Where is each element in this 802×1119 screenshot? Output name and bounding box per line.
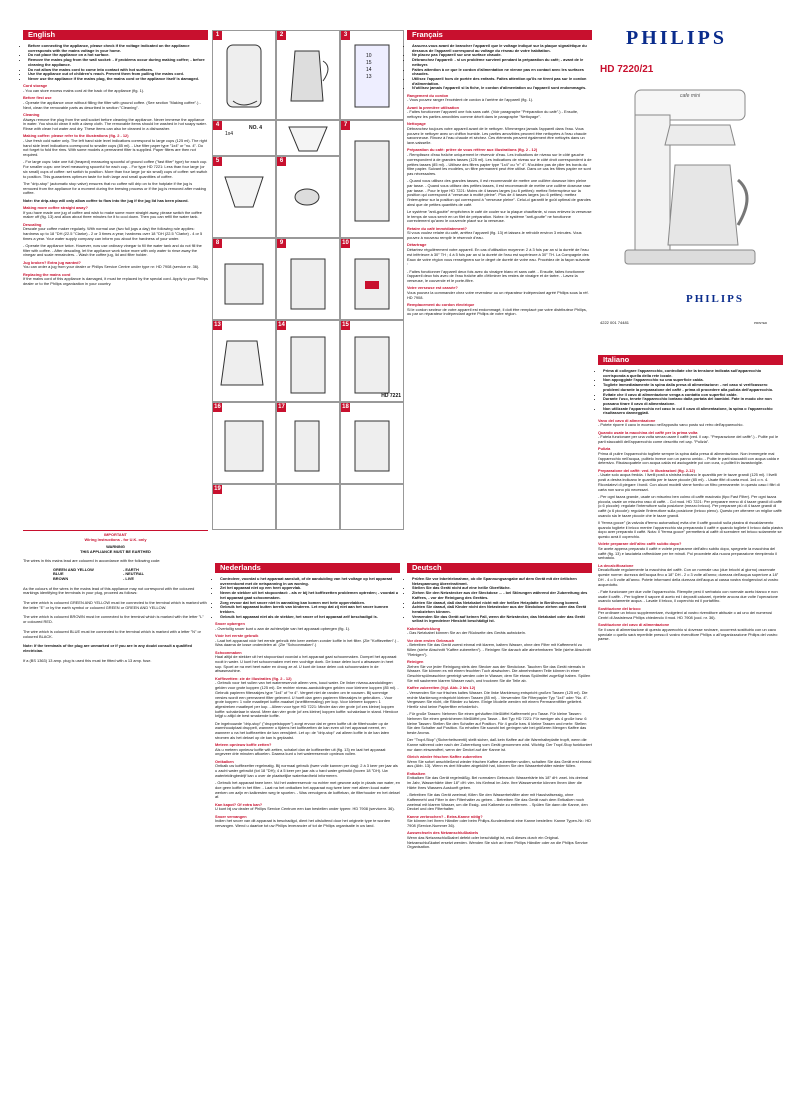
uk-warning-text: THIS APPLIANCE MUST BE EARTHED bbox=[80, 549, 151, 555]
list-item: • Utilisez l'appareil hors de portée des enfants. Faites attention qu'ils ne tirent pas sur le cordon d'alimentation. bbox=[412, 77, 592, 86]
pour-illustration bbox=[213, 321, 275, 401]
list-item: • Achten Sie darauf, daß das Netzkabel nicht mit der heißen Heizplatte in Berührung kommt. bbox=[412, 601, 592, 606]
list-item: • Ne placez pas l'appareil sur une surface chaude. bbox=[412, 53, 592, 58]
paragraph: - Gebruik voor het vullen van het waterreservoir alleen vers, koud water. De linker niveau-aanduidingen gelden voor grote koppen (125 ml). De rechter niveau-aanduidingen gelden voor kleinere koppen (85 ml). - Gebruik papieren filterzakjes type "1x4" of "nr 4". Vergeet niet de randen om te vouwen. Bij sommige versies wordt een permanent filter geleverd. U hoeft dan geen papieren filterzakjes te gebruiken. - Voor grote koppen: 1 volle maatlepel koffie-maalsel (snelfiltermaling) per kop. Voor kleinere koppen: 1 afgestreken maatlepel per kop. - Alleen voor type HD 7221: Minder dan vier grote (of zes kleine) koppen koffie: schakelaar in stand. Meer dan vier grote (of zes kleine) koppen koffie: schakelaar in stand. Hierdoor krijgt u altijd de best smakende koffie. bbox=[215, 680, 399, 719]
italiano-safety-list bbox=[598, 369, 783, 416]
section-heading: Volete preparare dell'altro caffè subito dopo? bbox=[598, 541, 682, 547]
list-item: • Controleer, voordat u het apparaat aansluit, of de aanduiding van het voltage op het apparaat overeenkomt met de netspanning in uw woning. bbox=[220, 577, 400, 586]
list-item: • Zet het apparaat niet op een heet oppervlak. bbox=[220, 586, 400, 591]
paragraph: - Für große Tassen: Nehmen Sie einen gehäuften Meßlöffel Kaffeemehl pro Tasse. Für kleine Tassen: Nehmen Sie einen gestrichenen Meßlöffel pro Tasse. - Bei Typ HD 7221: Für weniger als 4 große bzw. 6 kleine Tassen: Stellen Sie den Schalter auf Position. Für 4 große bzw. 6 kleine Tassen und mehr: Stellen Sie den Schalter auf Position. So erhalten Sie sowohl bei geringen wie bei größeren Mengen Kaffee das beste Aroma. bbox=[407, 711, 587, 736]
english-safety-list bbox=[23, 44, 208, 82]
paragraph: Indien het snoer van dit apparaat is beschadigd, dient het uitsluitend door het originele type te worden vervangen. Wend u daartoe tot uw Philips leverancier of tot de Philips organisatie in uw land. bbox=[215, 818, 391, 828]
paragraph: - Overtollig snoer kunt u aan de achterzijde van het apparaat opbergen (fig. 1). bbox=[215, 625, 351, 631]
paragraph: Débranchez toujours votre appareil avant de le nettoyer. N'immergez jamais l'appareil dans l'eau. Vous pouvez le nettoyer avec un chiffon humide. Les parties amovibles peuvent être nettoyées à l'eau chaude savonneuse. Rincez à l'eau chaude et séchez. Ces éléments peuvent également être nettoyés dans un lave-vaisselle. bbox=[407, 126, 587, 146]
filter-paper-illustration bbox=[277, 121, 339, 155]
paragraph: The wire which is coloured GREEN AND YELLOW must be connected to the terminal which is marked with the letter "E" or by the earth symbol or coloured GREEN or GREEN AND YELLOW. bbox=[23, 600, 207, 610]
section-heading: Pulizia bbox=[598, 446, 611, 452]
section-heading: Jug broken? Extra jug wanted? bbox=[23, 259, 81, 265]
paragraph: Entkalken Sie das Gerät regelmäßig. Bei normalem Gebrauch: Wasserhärte bis 18° dH: zwei- bis dreimal im Jahr, Wasserhärte über 18° dH: vier- bis fünfmal im Jahr. Ihre Wasserwerke können Ihnen über die Härte Ihres Wassers Auskunft geben. bbox=[407, 775, 589, 790]
section-heading: Ontkalken bbox=[215, 758, 234, 764]
paragraph: Il "ferma gocce" (la valvola d'fermo automatica) evita che il caffè goccioli sulla piastra di riscaldamento quando togliete il bricco mentre l'apparecchio sta preparando il caffè e quando togliete il bricco dalla piastra dopo aver preparato il caffè. Nota: Il "ferma gocce" permetterà al caffè di scendere nel bricco solamente se questo avrà il coperchio. bbox=[598, 519, 783, 540]
figure-6: 6 bbox=[276, 156, 340, 238]
paragraph: - Usate solo acqua fredda. I livelli posti a sinistra indicano le quantità per le tazze grandi (125 ml). I livelli posti a destra indicano le quantità per le tazze piccole (85 ml). - Usate filtri di carta mod. 1x4 o n. 4. Ricordatevi di piegare i bordi. Con alcuni modelli viene fornito un filtro permanente: in questo caso i filtri di carta non sono più necessari. bbox=[598, 472, 780, 492]
paragraph: As the colours of the wires in the mains lead of this appliance may not correspond with the coloured markings identifying the terminals in your plug, proceed as follows: bbox=[23, 585, 195, 596]
figure-4: 4 1x4 NO. 4 bbox=[212, 120, 276, 156]
paragraph: Ontkalk uw koffiezetter regelmatig. Bij normaal gebruik (twee volle kannen per dag): 2 à 3 keer per jaar als u zacht water gebruikt (tot 18 °DH); 4 à 5 keer per jaar als u hard water gebruikt (boven 18 °DH). Uw waterleidingbedrijf kan u over de plaatselijke waterhardheid informeren. bbox=[215, 763, 398, 778]
paragraph: Si vous voulez retaire du café, arrêtez l'appareil (fig. 13) et laissez-le refroidir environ 3 minutes. Vous pouvez à nouveau remplir le réservoir d'eau. bbox=[407, 230, 582, 241]
paragraph: The "drip-stop" (automatic stop valve) ensures that no coffee will drip on to the hotplate if the jug is removed from the appliance for a moment during the brewing process or if the jug is removed after making coffee. bbox=[23, 180, 206, 196]
paragraph: Haal altijd de stekker uit het stopcontact voordat u het apparaat gaat schoonmaken. Dompel het apparaat nooit in water. U kunt het schoonmaken met een vochtige doek. De losse delen kunt u afwassen in heet sop. Spoel ze na met heet water en droog ze af. U kunt de losse delen ook schoonmaken in de afwasmachine. bbox=[215, 654, 397, 674]
figure-7: 7 bbox=[340, 120, 404, 238]
figure-13: 13 bbox=[212, 320, 276, 402]
figure-5b bbox=[276, 120, 340, 156]
english-section bbox=[23, 30, 208, 289]
nederlands-safety-list bbox=[215, 577, 400, 619]
list-item: • N'utilisez jamais l'appareil si la fiche, le cordon d'alimentation ou l'appareil sont endommagés. bbox=[412, 86, 592, 91]
section-heading: Reinigen bbox=[407, 659, 424, 665]
jug-illustration bbox=[277, 31, 339, 119]
list-item: • Non appoggiate l'apparecchio su una superficie calda. bbox=[603, 378, 783, 383]
list-item: • Prüfen Sie vor Inbetriebnahme, ob die Spannungsangabe auf dem Gerät mit der örtlichen Netzspannung übereinstimmt. bbox=[412, 577, 592, 586]
list-item: • Neem de stekker uit het stopcontact: - als er bij het koffiezetten problemen optreden; - voordat u het apparaat gaat schoonmaken. bbox=[220, 591, 400, 600]
paragraph: - Operate the appliance twice. However, now use ordinary vinegar to fill the water tank and do not fill the filter with coffee. - After descaling, let the appliance work twice more with only water to rinse away the vinegar and scale remainders. - Wash the coffee jug, lid and filter holder. bbox=[23, 242, 202, 258]
paragraph: If the mains cord of this appliance is damaged, it must be replaced by the special cord. Apply to your Philips dealer or to the Philips organization in your country. bbox=[23, 276, 208, 287]
paragraph: - Use fresh cold water only. The left hand side level indications correspond to large cups (125 ml). The right hand side level indications correspond to smaller cups (85 ml). - Use filter paper type "1x4" or "no. 4". Do not forget to fold the rims. With some models a permanent filter is supplied. Paper filters are then not required. bbox=[23, 138, 208, 158]
refill-illustration bbox=[341, 321, 403, 401]
cup-scale: 10 15 14 13 bbox=[366, 53, 372, 80]
section-heading: Snoer vervangen bbox=[215, 813, 247, 819]
section-heading: Making coffee: please refer to the illustrations (fig. 2 - 12) bbox=[23, 133, 129, 139]
paragraph: Note: the drip-stop will only allow coffee to flow into the jug if the jug lid has been placed. bbox=[23, 197, 189, 203]
uk-wiring-box bbox=[23, 530, 208, 668]
paragraph: Wenn das Netzanschlußkabel defekt oder beschädigt ist, muß dieses durch ein Original-Netzanschlußkabel ersetzt werden. Wenden Sie sich an Ihren Philips Händler oder an die Philips Service Organisation. bbox=[407, 834, 588, 850]
paragraph: Descale your coffee maker regularly. With normal use (two full jugs a day) the following rule applies: hardness up to 18 °DH (22.5 °Clarke) - 2 or 3 times a year; hardness over 18 °DH (22.5 °Clarke) - 4 or 5 times a year. Your water supply company can inform you about the hardness of your water. bbox=[23, 226, 203, 241]
cord-storage-illustration bbox=[213, 31, 275, 119]
section-heading: Quando usate la macchina del caffè per la prima volta bbox=[598, 429, 698, 435]
section-heading: Snoer opbergen bbox=[215, 620, 245, 626]
paragraph: Als u meteen opnieuw koffie wilt zetten, schakel dan de koffiezetter uit (fig. 13) en laat het apparaat ongeveer drie minuten afkoelen. Daarna kunt u het waterreservoir opnieuw vullen. bbox=[215, 746, 386, 757]
section-heading: Nettoyage bbox=[407, 121, 426, 127]
deutsch-header: Deutsch bbox=[407, 563, 592, 573]
brand-logo-small: PHILIPS bbox=[686, 293, 745, 305]
section-heading: Cleaning bbox=[23, 111, 40, 117]
list-item: • Never use the appliance if the mains plug, the mains cord or the appliance itself is damaged. bbox=[28, 77, 208, 82]
list-item: • Togliete immediatamente la spina dalla presa di alimentazione: - nel caso si verificassero problemi durante la preparazione del caffè - prima di procedere alla pulizia dell'apparecchio. bbox=[603, 383, 783, 392]
figure-9: 9 bbox=[276, 238, 340, 320]
figure-15: 15 HD 7221 bbox=[340, 320, 404, 402]
section-heading: Votre verseuse est cassée? bbox=[407, 285, 458, 291]
paragraph: Wenn Sie sofort anschließend wieder frischen Kaffee zubereiten wollen, schalten Sie das Gerät erst einmal aus (Abb. 13). Wenn es drei Minuten abgekühlt hat, können Sie den Wasserbehälter wieder füllen. bbox=[407, 758, 592, 769]
section-heading: Making more coffee straight away? bbox=[23, 204, 88, 210]
section-heading: Kabelaufwicklung bbox=[407, 625, 441, 631]
paragraph: Prima di pulire l'apparecchio togliete sempre la spina dalla presa di alimentazione. Non immergete mai l'apparecchio nell'acqua, pulitelo invece con un panno umido. - Pulite le parti staccabili con acqua calda e detersivo. Risciacquatele con acqua calda ed asciugatele poi con cura, o puliteli in lavastoviglie. bbox=[598, 451, 780, 466]
paragraph: Se avete appena preparato il caffè e volete prepararne dell'altro subito dopo, spegnete la macchina del caffè (fig. 13) e lasciatela raffreddare per tre minuti. Poi procedete alla nuova preparazione riempiendo il serbatoio. bbox=[598, 546, 777, 561]
list-item: • Durante l'uso, tenete l'apparecchio lontano dalla portata dei bambini. Fate in modo che non possano tirare il cavo di alimentazione. bbox=[603, 397, 783, 406]
section-heading: Replacing the mains cord bbox=[23, 271, 71, 277]
switch-illustration bbox=[341, 239, 403, 319]
francais-header: Français bbox=[407, 30, 592, 40]
wire-row: GREEN AND YELLOW - EARTH bbox=[53, 566, 139, 572]
paragraph: The wires in this mains lead are coloured in accordance with the following code: bbox=[23, 557, 161, 563]
paragraph: Le système "anti-goutte" empêchera le café de couler sur la plaque chauffante, si vous enlevez la verseuse le temps de vous servir en un filet de préparation. Notez: le système "anti-goutte" ne fonctionne correctement qu'avec le couvercle placé sur la verseuse. bbox=[407, 209, 592, 224]
figure-5: 5 bbox=[212, 156, 276, 238]
list-item: • Débranchez l'appareil: - si un problème survient pendant la préparation du café; - avant de le nettoyer. bbox=[412, 58, 592, 67]
paragraph: - Gebruik het apparaat twee keer. Vul het waterreservoir nu echter met gewone azijn in plaats van water, en doe geen koffie in het filter. - Laat na het ontkalken het apparaat nog twee keer met alleen koud water werken om azijn en kalkresten weg te spoelen. - Was vervolgens de koffiekan, de filterhouder en het deksel af. bbox=[215, 780, 400, 800]
list-item: • Gebruik het apparaat buiten bereik van kinderen. Let erop dat zij niet aan het snoer kunnen trekken. bbox=[220, 605, 400, 614]
wire-row: BLUE - NEUTRAL bbox=[53, 571, 144, 577]
section-heading: Descaling bbox=[23, 221, 42, 227]
jug-placement-illustration bbox=[277, 239, 339, 319]
model-number: HD 7220/21 bbox=[600, 64, 654, 75]
list-item: • Use the appliance out of children's reach. Prevent them from pulling the mains cord. bbox=[28, 72, 208, 77]
section-heading: Détartrage bbox=[407, 242, 427, 248]
list-item: • Do not allow the mains cord to come into contact with hot surfaces. bbox=[28, 68, 208, 73]
rinse-illustration bbox=[341, 403, 403, 483]
wire-table bbox=[53, 568, 208, 582]
section-heading: Vor dem ersten Gebrauch bbox=[407, 637, 455, 643]
paragraph: - Das Netzkabel können Sie an der Rückseite des Geräts aufwickeln. bbox=[407, 630, 526, 636]
paragraph: U kunt bij uw dealer of Philips Service Centrum een kan bestellen onder typenr. HD 7908 (servicenr. 36). bbox=[215, 806, 395, 812]
list-item: • Verwenden Sie das Gerät auf keinen Fall, wenn die Netzstecker, das Netzkabel oder das Gerät selbst in irgendeiner Hinsicht beschädigt ist. bbox=[412, 615, 592, 624]
section-heading: Koffiezetten: zie de illustraties (fig. 2 - 12) bbox=[215, 675, 292, 681]
figure-14: 14 bbox=[276, 320, 340, 402]
section-heading: Meteen opnieuw koffie zetten? bbox=[215, 742, 272, 748]
figure-11-wrap bbox=[340, 196, 402, 236]
paragraph: - Fate funzionare per due volte l'apparecchio. Riempite però il serbatoio con normale aceto bianco e non usate il caffè. - Per togliere il sapore di aceto ed i depositi calcarei, ripetete ancora due volte l'operazione usando solamente acqua. - Lavate il bricco, il coperchio ed il portafiltro. bbox=[598, 588, 778, 604]
figure-1: 1 bbox=[212, 30, 276, 120]
product-label: cafe mini bbox=[680, 93, 701, 99]
paragraph: - Per ogni tazza grande, usate un misurino ben colmo di caffè macinato (tipo Fast Filter). Per ogni tazza piccola, usate un misurino raso di caffè. - Col mod. HD 7221: Per preparare meno di 4 tazze grandi di caffè (o 6 piccole): regolate l'interruttore sulla posizione (mezzo bricco). Per preparare più di 4 tazze grandi di caffè (o 6 piccole): regolate l'interruttore sulla posizione (bricco pieno). Questo per ottenere un miglior caffè usando sia le tazze piccole che le tazze grandi. bbox=[598, 493, 782, 518]
section-heading: Retaire du café immédiatement? bbox=[407, 225, 467, 231]
list-item: • Evitate che il cavo di alimentazione venga a contatto con superfici calde. bbox=[603, 393, 783, 398]
paragraph: Se il cavo di alimentazione di questo apparecchio si dovesse rovinare, occorrerà sostituirlo con un cavo speciale o quello sarà reperibile presso il vostro rivenditore Philips o all'organizzazione Philips del vostro paese. bbox=[598, 626, 778, 642]
uk-warning: WARNING bbox=[106, 544, 125, 550]
section-heading: Auswechseln des Netzanschlußkabels bbox=[407, 830, 479, 836]
uk-title: IMPORTANT bbox=[104, 532, 127, 537]
water-tank-illustration bbox=[341, 31, 403, 119]
list-item: • Faites attention à ce que le cordon d'alimentation ne vienne pas en contact avec les surfaces chaudes. bbox=[412, 68, 592, 77]
paragraph: - Faites fonctionner l'appareil deux fois avec du vinaigre blanc et sans café. - Ensuite, faites fonctionner l'appareil deux fois avec de l'eau fraîche afin d'éliminer les restes de vinaigre et de tartre. - Lavez la verseuse, le couvercle et le porte-filtre. bbox=[407, 268, 585, 283]
list-item: • Before connecting the appliance, please check if the voltage indicated on the appliance corresponds with the mains voltage in your home. bbox=[28, 44, 208, 53]
paragraph: - Operate the appliance once without filling the filter with ground coffee. (See section "Making coffee".) - Next, clean the removable parts as described in section "Cleaning". bbox=[23, 99, 201, 110]
deutsch-safety-list bbox=[407, 577, 592, 624]
section-heading: Sostituzione del cavo di alimentazione bbox=[598, 622, 670, 628]
section-heading: La decalcificazione bbox=[598, 562, 634, 568]
paragraph: - Verwenden Sie nur frisches kaltes Wasser. Die linke Markierung entspricht großen Tassen (125 ml). Die rechte Markierung entspricht kleinen Tassen (85 ml). - Verwenden Sie Filterpapier Typ "1x4" oder "No. 4". Vergessen Sie nicht, die Ränder zu falzen. Einige Modelle werden mit einem Permanentfilter geliefert. Hierfür sind keine Papierfilter erforderlich. bbox=[407, 689, 588, 709]
print-mark: PRINTED bbox=[754, 321, 768, 325]
paragraph: Note: If the terminals of the plug are unmarked or if you are in any doubt consult a qualified electrician. bbox=[23, 643, 193, 653]
paragraph: You can order a jug from your dealer or Philips Service Centre under type nr: HD 7908 (service nr. 36). bbox=[23, 264, 200, 270]
list-item: • Achten Sie darauf, daß Kinder nicht den Netzstecker aus der Steckdose ziehen oder das Gerät herabziehen können. bbox=[412, 605, 592, 614]
lid-illustration bbox=[213, 239, 275, 319]
figure-19: 19 bbox=[212, 484, 276, 530]
paragraph: - For large cups: take one full (heaped) measuring spoonful of ground coffee ("fast filter" type) for each cup. For smaller cups: one level measuring spoonful for each cup. - For type HD 7221: Less than four large (or six small) cups of coffee: set switch to position. More than four large (or six small) cups of coffee: set switch to position. This guarantees optimum taste for both large and small quantities of coffee. bbox=[23, 159, 208, 179]
section-heading: Kan kapot? Of extra kan? bbox=[215, 801, 263, 807]
figure-16: 16 bbox=[212, 402, 276, 484]
paragraph: - Betreiben Sie das Gerät zuerst einmal mit klarem, kaltem Wasser, ohne den Filter mit Kaffeemehl zu füllen (siehe Abschnitt "Kaffee zubereiten"). - Reinigen Sie danach alle abnehmbaren Teile (siehe Abschnitt "Reinigen"). bbox=[407, 642, 591, 657]
descale-illustration bbox=[213, 403, 275, 483]
list-item: • Zorg ervoor dat het snoer niet in aanraking kan komen met hete oppervlakken. bbox=[220, 601, 400, 606]
paragraph: - Potete riporre il cavo in eccesso nell'apposito vano posto sul retro dell'apparecchio. bbox=[598, 422, 744, 428]
no4-label: NO. 4 bbox=[249, 125, 263, 131]
figure-10: 10 bbox=[340, 238, 404, 320]
nederlands-header: Nederlands bbox=[215, 563, 400, 573]
paragraph: If you have made one jug of coffee and wish to make some more straight away, please switch the coffee maker off (fig. 13) and allow about three minutes for it to cool down. Then you can refill the water tank. bbox=[23, 209, 202, 220]
paragraph: Sie können bei Ihrem Händler oder beim Philips-Kundendienst eine Kanne bestellen: Kanne Typen-Nr.: HD 7908 (Service-Nummer 36). bbox=[407, 818, 591, 828]
section-heading: Cord storage bbox=[23, 83, 48, 89]
paragraph: If a (BS 1363) 13 amp. plug is used this must be fitted with a 13 amp. fuse. bbox=[23, 657, 152, 663]
list-item: • Prima di collegare l'apparecchio, controllate che la tensione indicata sull'apparecchio corrisponda a quella della rete locale. bbox=[603, 369, 783, 378]
paragraph: The wire which is coloured BROWN must be connected to the terminal which is marked with the letter "L" or coloured RED. bbox=[23, 614, 204, 625]
english-header: English bbox=[23, 30, 208, 40]
deutsch-section bbox=[407, 563, 592, 853]
section-heading: Kanne zerbrochen? - Extra-Kanne nötig? bbox=[407, 813, 483, 819]
paragraph: Ziehen Sie vor jeder Reinigung stets den Stecker aus der Steckdose. Tauchen Sie das Gerät niemals in Wasser. Sie können es mit einem feuchten Tuch abwischen. Die abnehmbaren Teile können in einer Geschirrspülmaschine gereinigt werden oder in Wasser, dem Sie etwas Spülmittel zugefügt haben. Spülen Sie mit sauberem klarem Wasser nach, und trocknen Sie die Teile ab. bbox=[407, 663, 591, 683]
francais-safety-list bbox=[407, 44, 592, 91]
paragraph: Si le cordon secteur de votre appareil est endommagé, il doit être remplacé par votre distributeur Philips, ou par un réparateur indépendant agréé Philips de votre région. bbox=[407, 306, 587, 317]
francais-section bbox=[407, 30, 592, 320]
paragraph: - Vous pouvez ranger l'excédent de cordon à l'arrière de l'appareil (fig. 1). bbox=[407, 97, 534, 103]
maker-off-illustration bbox=[277, 321, 339, 401]
section-heading: Remplacement du cordon électrique bbox=[407, 301, 475, 307]
doc-code: 4222 001 74481 bbox=[600, 320, 629, 325]
paragraph: The wire which is coloured BLUE must be connected to the terminal which is marked with a letter "N" or coloured BLACK. bbox=[23, 628, 201, 639]
figure-20 bbox=[276, 484, 340, 530]
figure-18: 18 bbox=[340, 402, 404, 484]
section-heading: Avant la première utilisation bbox=[407, 104, 459, 110]
list-item: • Gebruik het apparaat niet als de stekker, het snoer of het apparaat zelf beschadigd is. bbox=[220, 615, 400, 620]
paragraph: Détartrez régulièrement votre appareil. En cas d'utilisation moyenne: 2 à 3 fois par an si la dureté de l'eau est inférieure à 30° TH ; 4 à 5 fois par an si la dureté de l'eau est supérieure à 30° TH. La Compagnie des Eaux de votre région vous renseignera sur le degré de dureté de votre eau. Procédez de la façon suivante : bbox=[407, 247, 590, 267]
list-item: • Remove the mains plug from the wall socket: - if problems occur during making coffee; - before cleaning the appliance. bbox=[28, 58, 208, 67]
figure-17: 17 bbox=[276, 402, 340, 484]
section-heading: Preparazione del caffè: ved. le illustrazioni (fig. 2-12) bbox=[598, 467, 695, 473]
list-item: • Assurez-vous avant de brancher l'appareil que le voltage indiqué sur la plaque signalétique du dessous de l'appareil correspond au voltage du réseau de votre habitation. bbox=[412, 44, 592, 53]
list-item: • Do not place the appliance on a hot surface. bbox=[28, 53, 208, 58]
section-heading: Gleich wieder frischen Kaffee zubereiten bbox=[407, 754, 483, 760]
filter-label: 1x4 bbox=[225, 131, 234, 137]
filter-insert-illustration bbox=[213, 157, 275, 237]
paragraph: Der "Tropf-Stop" (Sicherheitsventil) stellt sicher, daß kein Kaffee auf die Warmhalteplatte tropft, wenn die Kanne während oder nach der Zubereitung vom Gerät genommen wird. Wichtig: Der Tropf-Stop funktioniert nur dann einwandfrei, wenn der Deckel auf der Kanne ist. bbox=[407, 737, 592, 752]
paragraph: - Betreiben Sie das Gerät zweimal; füllen Sie den Wasserbehälter aber mit Haushaltsessig, ohne Kaffeemehl und Filter in den Filterhalter zu geben. - Betreiben Sie das Gerät nach dem Entkalken noch zweimal mit klarem Wasser, um die Essig- und Kalkreste zu entfernen. - Spülen Sie dann die Kanne, den Deckel und den Filterhalter. bbox=[407, 792, 588, 812]
section-heading: Schoonmaken bbox=[215, 649, 242, 655]
section-heading: Vano del cavo di alimentazione bbox=[598, 417, 656, 423]
figure-21 bbox=[340, 484, 404, 530]
paragraph: - Quand vous utilisez des grandes tasses, il est recommandé de mettre une cuillère doseuse bien pleine par tasse. - Quand vous utilisez des petites tasses, il est recommandé de mettre une cuillère doseuse rase par tasse. - Pour le type HD 7221: Moins de 4 tasses larges (ou 6 petites): mettez l'interrupteur sur la position qui correspond à "verseuse à moitié pleine". Plus de 4 tasses larges (ou 6 petites): mettez l'interrupteur sur la position qui correspond à "verseuse pleine". Celui-ci garantit le goût optimal de grandes ainsi que de petites quantités de café. bbox=[407, 178, 591, 207]
paragraph: Vous pouvez la commander chez votre revendeur ou un réparateur indépendant agréé Philips sous la réf. HD 7908. bbox=[407, 289, 589, 300]
section-heading: Vóór het eerste gebruik bbox=[215, 632, 259, 638]
italiano-header: Italiano bbox=[598, 355, 783, 365]
section-heading: Kaffee zubereiten (Vgl. Abb. 2 bis 12) bbox=[407, 685, 476, 691]
coffee-maker-photo bbox=[615, 85, 765, 275]
wire-row: BROWN - LIVE bbox=[53, 575, 135, 581]
section-heading: Préparation du café: prière de vous référer aux illustrations (fig. 2 - 12) bbox=[407, 147, 538, 153]
paragraph: - Fatela funzionare per una volta senza usare il caffè (ved. il cap. "Preparazione del caffè".) - Pulite poi le parti staccabili dell'apparecchio come descritto nel cap. "Pulizia". bbox=[598, 434, 779, 445]
section-heading: Sostituzione del bricco bbox=[598, 605, 641, 611]
brand-logo: PHILIPS bbox=[626, 27, 728, 49]
model-tag: HD 7221 bbox=[381, 393, 401, 399]
paragraph: - Laat het apparaat vóór het eerste gebruik één keer werken zonder koffie in het filter. (Zie "Koffiezetten".) - Was daarna de losse onderdelen af. (Zie "Schoonmaken".) bbox=[215, 637, 399, 648]
italiano-section bbox=[598, 355, 783, 645]
paragraph: De ingebouwde "drip-stop" ("druppelstopper") zorgt ervoor dat er geen koffie uit de filterhouder op de warmhoudplaat druppelt, wanneer u tijdens het koffiezetten de kan even uit het apparaat neemt, en wanneer u na het koffiezetten de kan verwijdert. Let op: de "drip-stop" zal alleen koffie in de kan laten stromen als het deksel op de kan is geplaatst. bbox=[215, 720, 390, 740]
spoon-illustration bbox=[277, 157, 339, 237]
figure-8: 8 bbox=[212, 238, 276, 320]
paragraph: Decalcificate regolarmente la macchina del caffè. Con un normale uso (due bricchi al giorno) osservate queste norme: durezza dell'acqua fino a 18° DH - 2 o 3 volte all'anno; durezza dell'acqua superiore a 18° DH - 4 o 5 volte all'anno. Potete informarvi della durezza dell'acqua al cassa vostra rivolgendovi al vostro acquedotto. bbox=[598, 567, 779, 587]
figure-3: 3 10 15 14 13 bbox=[340, 30, 404, 120]
nederlands-section bbox=[215, 563, 400, 831]
section-heading: Rangement du cordon bbox=[407, 92, 449, 98]
list-item: • Stellen Sie das Gerät nicht auf eine heiße Oberfläche. bbox=[412, 586, 592, 591]
uk-subtitle: Wiring Instructions - for U.K. only bbox=[84, 536, 147, 542]
list-item: • Non utilizzate l'apparecchio nel caso in cui il cavo di alimentazione, la spina o l'apparecchio risultassero danneggiati. bbox=[603, 407, 783, 416]
section-heading: Entkalken bbox=[407, 770, 426, 776]
section-heading: Before first use bbox=[23, 95, 52, 101]
list-item: • Ziehen Sie den Netzstecker aus der Steckdose ... - bei Störungen während der Zubereitung des Kaffees, - vor der Reinigung des Gerätes. bbox=[412, 591, 592, 600]
vinegar-illustration bbox=[277, 403, 339, 483]
paragraph: - You can store excess mains cord at the back of the appliance (fig. 1). bbox=[23, 87, 145, 93]
paragraph: - Remplissez d'eau fraîche uniquement le réservoir d'eau. Les indications de niveau sur le côté gauche correspondent à de grandes tasses (125 ml). Les indications de niveau sur le côté droit correspondent à de petites tasses (85 ml). - Utilisez des filtres papier type "1x4" ou "n° 4". N'oubliez pas de plier les bords du filtre papier. Suivant les modèles, un filtre permanent peut être utilisé. Dans ce cas les filtres papier ne sont pas nécessaires. bbox=[407, 152, 592, 176]
figure-2: 2 bbox=[276, 30, 340, 120]
paragraph: - Faites fonctionner l'appareil une fois sans café. (Voir paragraphe "Préparation du café".) - Ensuite, nettoyez les parties amovibles comme décrit dans le paragraphe "Nettoyage". bbox=[407, 109, 579, 120]
paragraph: Always remove the plug from the wall socket before cleaning the appliance. Never immerse the appliance in water. You should clean it with a damp cloth. The removable items should be washed in hot soapy water. Rinse with clean hot water and dry. These items can also be cleaned in a dishwasher. bbox=[23, 116, 207, 132]
paragraph: Per ordinare un bricco supplementare, rivolgetevi al vostro rivenditore abituale o ad uno dei numerosi Centri di Assistenza Philips chiedendo il mod. HD 7908 (cod. nr. 36). bbox=[598, 610, 773, 620]
